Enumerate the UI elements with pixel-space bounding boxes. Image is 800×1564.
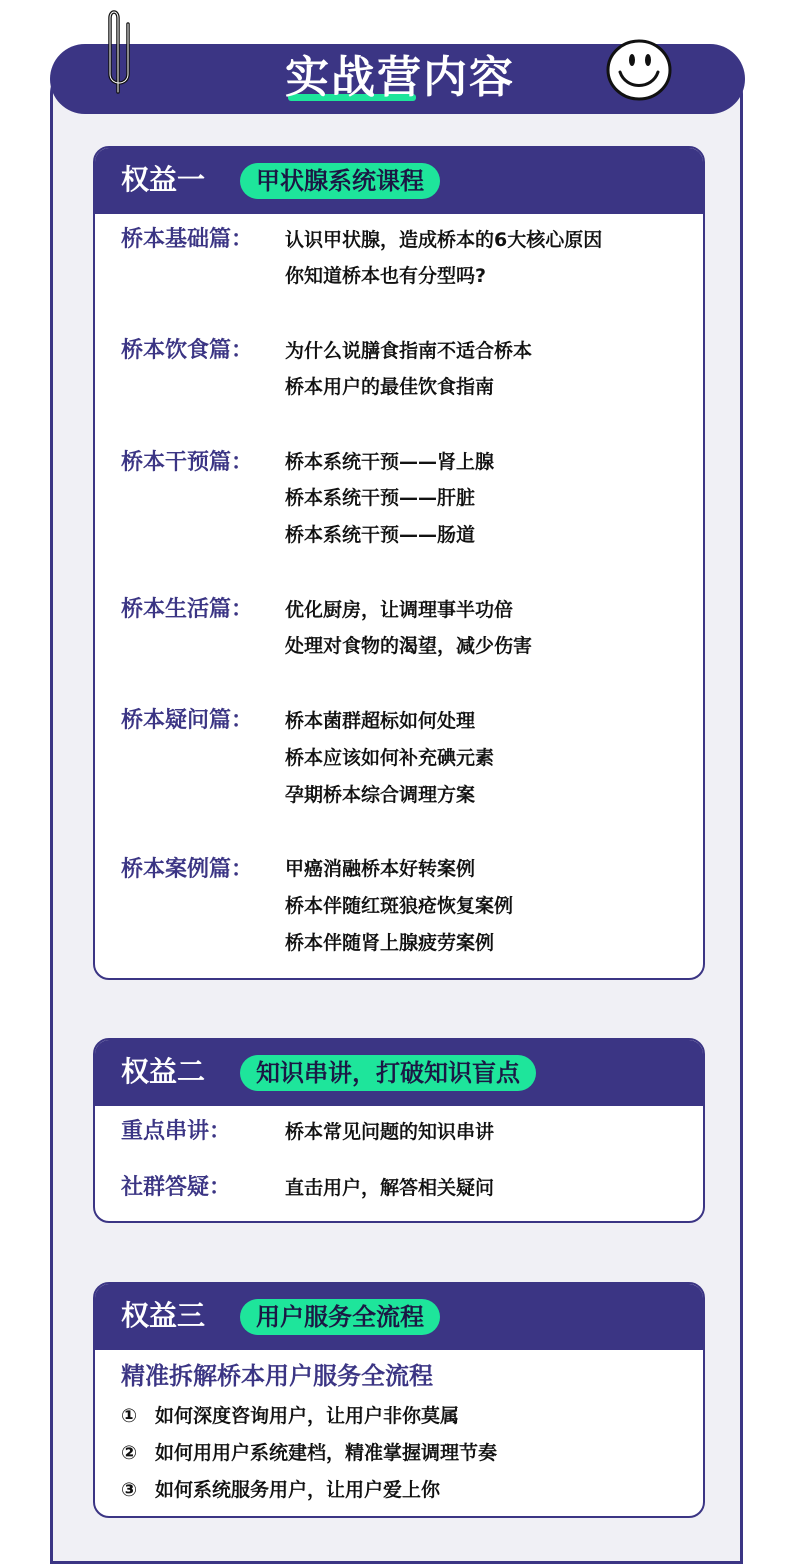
list-item	[121, 1439, 497, 1467]
benefit-card-1	[93, 146, 705, 980]
card-pill: 甲状腺系统课程	[240, 163, 440, 199]
list-item	[121, 1476, 440, 1504]
section-line: 处理对食物的渴望，减少伤害	[285, 635, 533, 657]
section-label: 桥本基础篇：	[121, 227, 254, 252]
card-label: 权益一	[121, 163, 206, 196]
section-label: 桥本疑问篇：	[121, 708, 254, 733]
row-label: 重点串讲：	[121, 1119, 232, 1144]
row-text: 直击用户，解答相关疑问	[285, 1177, 495, 1199]
card-header	[95, 1040, 703, 1106]
smiley-icon	[604, 38, 674, 102]
card-pill: 用户服务全流程	[240, 1299, 440, 1335]
section-line: 甲癌消融桥本好转案例	[285, 858, 476, 880]
section-label: 桥本生活篇：	[121, 597, 254, 622]
item-text: 如何深度咨询用户，让用户非你莫属	[155, 1405, 460, 1427]
paperclip-icon	[94, 4, 134, 100]
section-label: 桥本饮食篇：	[121, 338, 254, 363]
section-line: 优化厨房，让调理事半功倍	[285, 599, 514, 621]
section-line: 桥本系统干预——肠道	[285, 524, 476, 546]
card-header	[95, 148, 703, 214]
card-pill: 知识串讲，打破知识盲点	[240, 1055, 536, 1091]
card-label: 权益二	[121, 1055, 206, 1088]
section-line: 桥本系统干预——肝脏	[285, 487, 476, 509]
page-title: 实战营内容	[285, 52, 515, 103]
item-text: 如何系统服务用户，让用户爱上你	[155, 1479, 441, 1501]
item-text: 如何用用户系统建档，精准掌握调理节奏	[155, 1442, 498, 1464]
row-text: 桥本常见问题的知识串讲	[285, 1121, 495, 1143]
section-line: 孕期桥本综合调理方案	[285, 784, 476, 806]
section-line: 桥本应该如何补充碘元素	[285, 747, 495, 769]
card-label: 权益三	[121, 1299, 206, 1332]
section-line: 桥本菌群超标如何处理	[285, 710, 476, 732]
section-line: 桥本伴随肾上腺疲劳案例	[285, 932, 495, 954]
section-line: 桥本系统干预——肾上腺	[285, 451, 495, 473]
section-line: 你知道桥本也有分型吗?	[285, 265, 487, 287]
card-header	[95, 1284, 703, 1350]
section-line: 桥本用户的最佳饮食指南	[285, 376, 495, 398]
benefit-card-2	[93, 1038, 705, 1223]
item-number: ②	[121, 1442, 138, 1464]
section-line: 认识甲状腺，造成桥本的6大核心原因	[285, 229, 603, 251]
benefit-card-3	[93, 1282, 705, 1518]
card-subtitle: 精准拆解桥本用户服务全流程	[121, 1362, 433, 1390]
section-line: 桥本伴随红斑狼疮恢复案例	[285, 895, 514, 917]
item-number: ①	[121, 1405, 138, 1427]
section-label: 桥本案例篇：	[121, 857, 254, 882]
item-number: ③	[121, 1479, 138, 1501]
section-label: 桥本干预篇：	[121, 450, 254, 475]
list-item	[121, 1402, 459, 1430]
section-line: 为什么说膳食指南不适合桥本	[285, 340, 533, 362]
row-label: 社群答疑：	[121, 1175, 232, 1200]
